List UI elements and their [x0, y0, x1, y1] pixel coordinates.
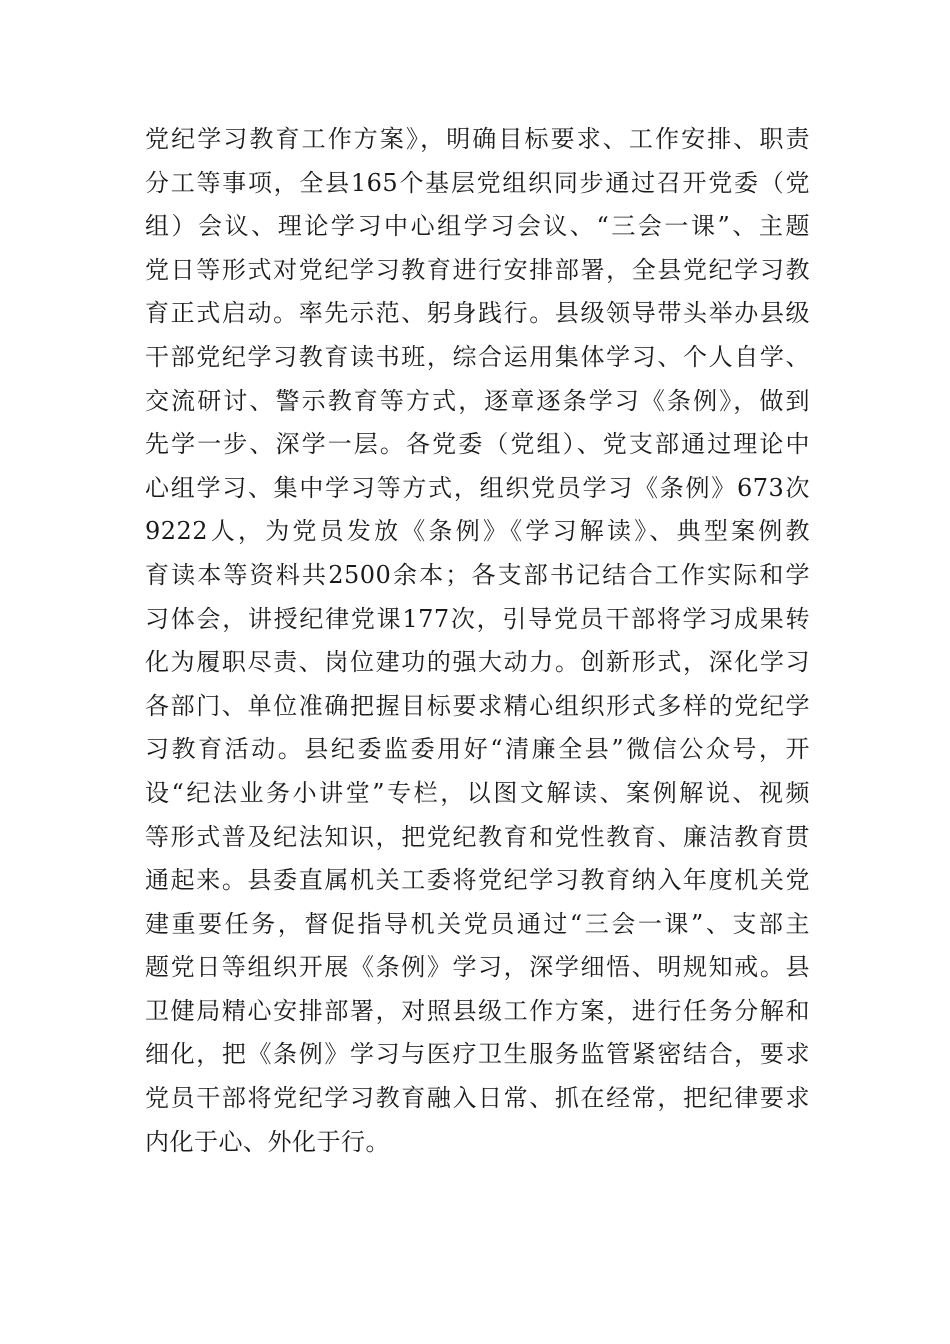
text-line: 党日等形式对党纪学习教育进行安排部署，全县党纪学习教 [145, 255, 810, 284]
text-line: 化为履职尽责、岗位建功的强大动力。创新形式，深化学习 [145, 648, 810, 677]
text-line: 等形式普及纪法知识，把党纪教育和党性教育、廉洁教育贯 [145, 822, 810, 851]
text-line: 组）会议、理论学习中心组学习会议、“三会一课”、主题 [145, 212, 810, 241]
text-line: 细化，把《条例》学习与医疗卫生服务监管紧密结合，要求 [145, 1040, 810, 1069]
text-line: 各部门、单位准确把握目标要求精心组织形式多样的党纪学 [145, 691, 810, 720]
text-line: 习教育活动。县纪委监委用好“清廉全县”微信公众号，开 [145, 735, 810, 764]
text-line: 交流研讨、警示教育等方式，逐章逐条学习《条例》，做到 [145, 386, 810, 415]
text-line: 卫健局精心安排部署，对照县级工作方案，进行任务分解和 [145, 996, 810, 1025]
text-line: 干部党纪学习教育读书班，综合运用集体学习、个人自学、 [145, 342, 810, 371]
text-line: 党纪学习教育工作方案》，明确目标要求、工作安排、职责 [145, 125, 810, 153]
text-line: 育正式启动。率先示范、躬身践行。县级领导带头举办县级 [145, 299, 810, 328]
text-line: 习体会，讲授纪律党课177次，引导党员干部将学习成果转 [145, 604, 810, 633]
text-line: 建重要任务，督促指导机关党员通过“三会一课”、支部主 [145, 909, 810, 938]
text-line: 设“纪法业务小讲堂”专栏，以图文解读、案例解说、视频 [145, 778, 810, 807]
text-line: 分工等事项，全县165个基层党组织同步通过召开党委（党 [145, 168, 810, 197]
text-line: 党员干部将党纪学习教育融入日常、抓在经常，把纪律要求 [145, 1084, 810, 1113]
text-line: 育读本等资料共2500余本；各支部书记结合工作实际和学 [145, 560, 810, 589]
text-line: 通起来。县委直属机关工委将党纪学习教育纳入年度机关党 [145, 866, 810, 895]
text-line: 题党日等组织开展《条例》学习，深学细悟、明规知戒。县 [145, 953, 810, 982]
body-paragraph [145, 118, 810, 1164]
text-line: 内化于心、外化于行。 [145, 1127, 390, 1156]
text-line: 9222人，为党员发放《条例》《学习解读》、典型案例教 [145, 517, 810, 546]
text-line: 先学一步、深学一层。各党委（党组）、党支部通过理论中 [145, 430, 810, 459]
text-line: 心组学习、集中学习等方式，组织党员学习《条例》673次 [145, 473, 810, 502]
